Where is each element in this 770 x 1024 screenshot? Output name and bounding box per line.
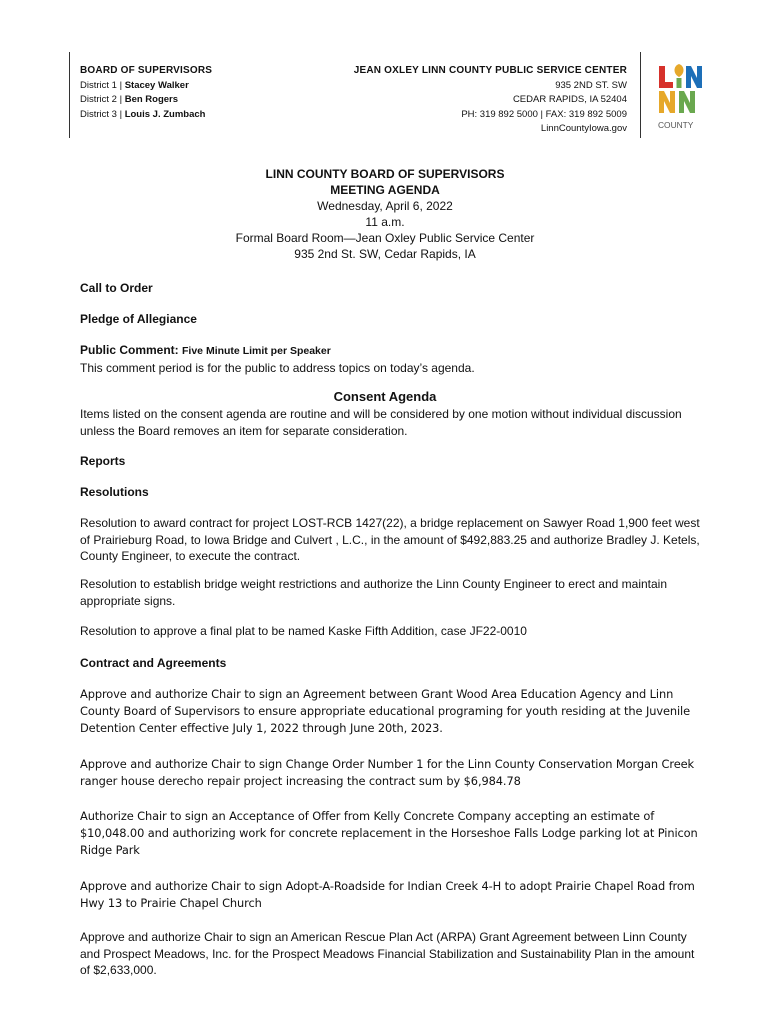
public-comment-text: This comment period is for the public to address topics on today’s agenda. (80, 360, 475, 375)
meeting-time: 11 a.m. (365, 215, 405, 229)
logo-leaf-icon (675, 64, 684, 77)
contract-item: Approve and authorize Chair to sign Adopt-A-Roadside for Indian Creek 4-H to adopt Prairie Chapel Road from Hwy 13 to Prairie Chapel Church (80, 879, 695, 910)
website-link[interactable]: LinnCountyIowa.gov (540, 123, 627, 134)
logo-letter-i (677, 78, 682, 88)
district-1 (80, 79, 212, 94)
district-2 (80, 93, 212, 108)
service-center-block (354, 64, 627, 137)
header-divider-right (640, 52, 641, 138)
address-line-1: 935 2ND ST. SW (555, 79, 627, 91)
public-comment-section (80, 342, 700, 376)
contract-item: Approve and authorize Chair to sign an Agreement between Grant Wood Area Education Agency and Linn County Board of Supervisors to ensure appropriate educational programing for youth residing at the Juvenile Detention Center effective July 1, 2022 through June 20th, 2023. (80, 687, 691, 735)
agenda-heading: MEETING AGENDA (330, 183, 440, 197)
contracts-heading: Contract and Agreements (80, 656, 227, 670)
call-to-order: Call to Order (80, 281, 153, 295)
district-3-label: District 3 | (80, 108, 125, 120)
public-comment-label: Public Comment: (80, 343, 183, 357)
header-divider-left (69, 52, 70, 138)
resolution-item: Resolution to establish bridge weight restrictions and authorize the Linn County Engineer to erect and maintain appropriate signs. (80, 577, 668, 608)
resolutions-heading: Resolutions (80, 485, 149, 499)
logo-letter-n-top (686, 66, 702, 88)
district-3-name: Louis J. Zumbach (124, 108, 206, 120)
meeting-date: Wednesday, April 6, 2022 (317, 199, 453, 213)
consent-agenda-text: Items listed on the consent agenda are routine and will be considered by one motion without individual discussion unless the Board removes an item for separate consideration. (80, 407, 682, 438)
resolution-item: Resolution to award contract for project LOST-RCB 1427(22), a bridge replacement on Sawyer Road 1,900 feet west of Prairieburg Road, to Iowa Bridge and Culvert , L.C., in the amount of $492,883.25 and authorize Bradley J. Ketels, County Engineer, to execute the contract. (80, 516, 700, 563)
meeting-title-block (0, 166, 770, 262)
consent-agenda-heading: Consent Agenda (333, 389, 437, 404)
linn-county-logo (655, 60, 703, 134)
board-title: BOARD OF SUPERVISORS (80, 65, 213, 76)
meeting-address: 935 2nd St. SW, Cedar Rapids, IA (294, 247, 476, 261)
service-center-title: JEAN OXLEY LINN COUNTY PUBLIC SERVICE CENTER (353, 65, 627, 76)
meeting-location: Formal Board Room—Jean Oxley Public Service Center (235, 231, 535, 245)
district-1-label: District 1 | (80, 79, 125, 91)
address-line-2: CEDAR RAPIDS, IA 52404 (512, 94, 627, 105)
logo-letter-n-bottom-left (659, 91, 675, 113)
logo-caption: COUNTY (658, 120, 694, 130)
pledge-of-allegiance: Pledge of Allegiance (80, 312, 197, 326)
district-2-label: District 2 | (80, 94, 125, 105)
district-1-name: Stacey Walker (124, 79, 189, 91)
phone-fax: PH: 319 892 5000 | FAX: 319 892 5009 (461, 108, 627, 120)
contract-item: Approve and authorize Chair to sign Change Order Number 1 for the Linn County Conservation Morgan Creek ranger house derecho repair project increasing the contract sum by $6,984.78 (80, 757, 695, 788)
public-comment-heading (80, 342, 700, 360)
contract-item: Authorize Chair to sign an Acceptance of Offer from Kelly Concrete Company accepting an estimate of $10,048.00 and authorizing work for concrete replacement in the Horseshoe Falls Lodge parking lot at Pinicon Ridge Park (80, 809, 698, 857)
district-2-name: Ben Rogers (124, 94, 179, 105)
logo-letter-n-bottom-right (679, 91, 695, 113)
public-comment-limit: Five Minute Limit per Speaker (182, 345, 331, 357)
district-3 (80, 108, 212, 123)
resolution-item: Resolution to approve a final plat to be named Kaske Fifth Addition, case JF22-0010 (80, 624, 527, 638)
logo-letter-l-base (659, 82, 673, 88)
contract-item: Approve and authorize Chair to sign an American Rescue Plan Act (ARPA) Grant Agreement between Linn County and Prospect Meadows, Inc. for the Prospect Meadows Financial Stabilization and Sustainability Plan in the amount of $2,633,000. (80, 930, 695, 977)
board-heading: LINN COUNTY BOARD OF SUPERVISORS (265, 167, 505, 181)
reports-heading: Reports (80, 454, 126, 468)
board-of-supervisors-block (80, 64, 212, 122)
